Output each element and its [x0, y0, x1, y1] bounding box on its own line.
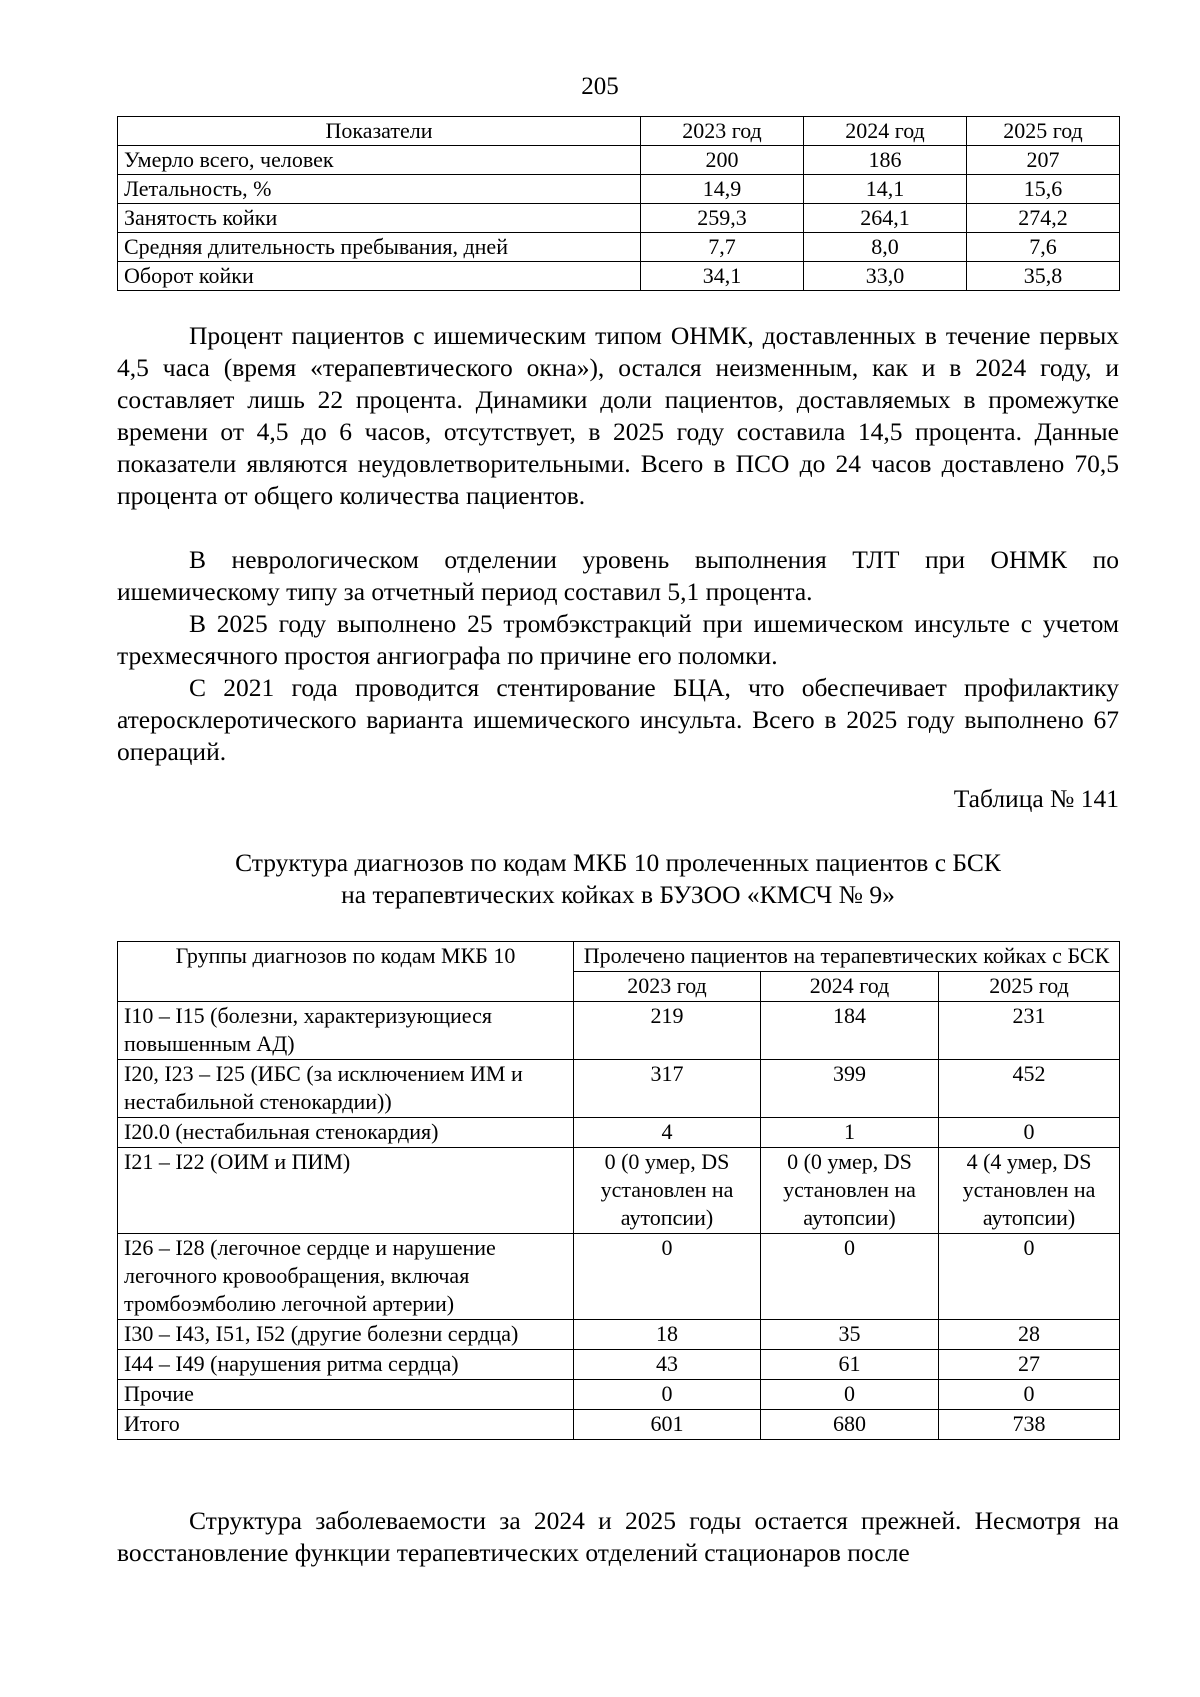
table-header-cell: 2024 год [761, 972, 939, 1002]
table-cell: 34,1 [641, 262, 804, 291]
table-cell: I10 – I15 (болезни, характеризующиеся повышенным АД) [118, 1002, 574, 1060]
table-row [118, 1350, 1120, 1380]
table-cell: 4 (4 умер, DS установлен на аутопсии) [939, 1148, 1120, 1234]
table-cell: 0 [939, 1234, 1120, 1320]
table-cell: 27 [939, 1350, 1120, 1380]
body-paragraph: В неврологическом отделении уровень выполнения ТЛТ при ОНМК по ишемическому типу за отчетный период составил 5,1 процента. [117, 545, 1119, 606]
table-cell: I20, I23 – I25 (ИБС (за исключением ИМ и нестабильной стенокардии)) [118, 1060, 574, 1118]
table-cell: 274,2 [967, 204, 1120, 233]
table-cell: I26 – I28 (легочное сердце и нарушение легочного кровообращения, включая тромбоэмболию легочной артерии) [118, 1234, 574, 1320]
table-header-cell: 2024 год [804, 117, 967, 146]
table-cell: 0 [574, 1380, 761, 1410]
table-row [118, 1118, 1120, 1148]
table-cell: 452 [939, 1060, 1120, 1118]
table-cell: I21 – I22 (ОИМ и ПИМ) [118, 1148, 574, 1234]
table-cell: 0 [761, 1234, 939, 1320]
table-cell: 259,3 [641, 204, 804, 233]
table-cell: 186 [804, 146, 967, 175]
table-header-cell: 2025 год [967, 117, 1120, 146]
table-cell: 0 (0 умер, DS установлен на аутопсии) [574, 1148, 761, 1234]
table-cell: Средняя длительность пребывания, дней [118, 233, 641, 262]
table-header-row [118, 942, 1120, 972]
table-cell: I44 – I49 (нарушения ритма сердца) [118, 1350, 574, 1380]
table-cell: Летальность, % [118, 175, 641, 204]
table-cell: I20.0 (нестабильная стенокардия) [118, 1118, 574, 1148]
table-reference: Таблица № 141 [953, 784, 1119, 813]
table-cell: 0 [574, 1234, 761, 1320]
table-header-cell: 2023 год [574, 972, 761, 1002]
table-cell: Итого [118, 1410, 574, 1440]
table-row [118, 204, 1120, 233]
body-paragraph: Процент пациентов с ишемическим типом ОНМК, доставленных в течение первых 4,5 часа (время «терапевтического окна»), остался неизменным, как и в 2024 году, и составляет лишь 22 процента. Динамики доли пациентов, доставляемых в промежутке времени от 4,5 до 6 часов, отсутствует, в 2025 году составила 14,5 процента. Данные показатели являются неудовлетворительными. Всего в ПСО до 24 часов доставлено 70,5 процента от общего количества пациентов. [117, 321, 1119, 510]
caption-line: на терапевтических койках в БУЗОО «КМСЧ № 9» [341, 880, 895, 909]
table-cell: 18 [574, 1320, 761, 1350]
table-row [118, 1148, 1120, 1234]
table-header-cell: 2025 год [939, 972, 1120, 1002]
table-caption [117, 847, 1119, 911]
table-cell: 231 [939, 1002, 1120, 1060]
table-header-row [118, 117, 1120, 146]
table-cell: 738 [939, 1410, 1120, 1440]
caption-line: Структура диагнозов по кодам МКБ 10 пролеченных пациентов с БСК [235, 848, 1001, 877]
table-row [118, 1002, 1120, 1060]
table-cell: 4 [574, 1118, 761, 1148]
table-row [118, 262, 1120, 291]
table-cell: 28 [939, 1320, 1120, 1350]
table-cell: 0 [939, 1118, 1120, 1148]
table-cell: 35,8 [967, 262, 1120, 291]
table-cell: 33,0 [804, 262, 967, 291]
table-cell: 1 [761, 1118, 939, 1148]
table-cell: 184 [761, 1002, 939, 1060]
body-paragraph: В 2025 году выполнено 25 тромбэкстракций при ишемическом инсульте с учетом трехмесячного простоя ангиографа по причине его поломки. [117, 609, 1119, 670]
table-cell: Умерло всего, человек [118, 146, 641, 175]
table-row [118, 1410, 1120, 1440]
table-row [118, 175, 1120, 204]
table-cell: 15,6 [967, 175, 1120, 204]
table-cell: 43 [574, 1350, 761, 1380]
table-cell: 14,9 [641, 175, 804, 204]
table-cell: 219 [574, 1002, 761, 1060]
table-cell: 680 [761, 1410, 939, 1440]
table-row [118, 1320, 1120, 1350]
table-header-cell: Группы диагнозов по кодам МКБ 10 [118, 942, 574, 1002]
table-cell: 0 (0 умер, DS установлен на аутопсии) [761, 1148, 939, 1234]
table-cell: I30 – I43, I51, I52 (другие болезни сердца) [118, 1320, 574, 1350]
table-cell: 14,1 [804, 175, 967, 204]
table-cell: 7,7 [641, 233, 804, 262]
table-row [118, 233, 1120, 262]
table-header-cell: Показатели [118, 117, 641, 146]
table-cell: 35 [761, 1320, 939, 1350]
page-number: 205 [581, 73, 619, 100]
table-cell: 264,1 [804, 204, 967, 233]
table-header-cell: Пролечено пациентов на терапевтических койках с БСК [574, 942, 1120, 972]
table-cell: 207 [967, 146, 1120, 175]
table-cell: 601 [574, 1410, 761, 1440]
table-cell: Занятость койки [118, 204, 641, 233]
table-cell: 399 [761, 1060, 939, 1118]
table-cell: 8,0 [804, 233, 967, 262]
body-paragraph: С 2021 года проводится стентирование БЦА, что обеспечивает профилактику атеросклеротического варианта ишемического инсульта. Всего в 2025 году выполнено 67 операций. [117, 673, 1119, 766]
table-cell: Оборот койки [118, 262, 641, 291]
table-row [118, 1060, 1120, 1118]
table-cell: 0 [939, 1380, 1120, 1410]
table-row [118, 1380, 1120, 1410]
table-row [118, 1234, 1120, 1320]
table-cell: 317 [574, 1060, 761, 1118]
table-cell: 0 [761, 1380, 939, 1410]
table-cell: 7,6 [967, 233, 1120, 262]
table-cell: 61 [761, 1350, 939, 1380]
diagnoses-table [117, 941, 1120, 1440]
table-row [118, 146, 1120, 175]
body-paragraph: Структура заболеваемости за 2024 и 2025 годы остается прежней. Несмотря на восстановление функции терапевтических отделений стационаров после [117, 1506, 1119, 1567]
indicators-table [117, 116, 1120, 291]
table-header-cell: 2023 год [641, 117, 804, 146]
table-cell: 200 [641, 146, 804, 175]
table-cell: Прочие [118, 1380, 574, 1410]
